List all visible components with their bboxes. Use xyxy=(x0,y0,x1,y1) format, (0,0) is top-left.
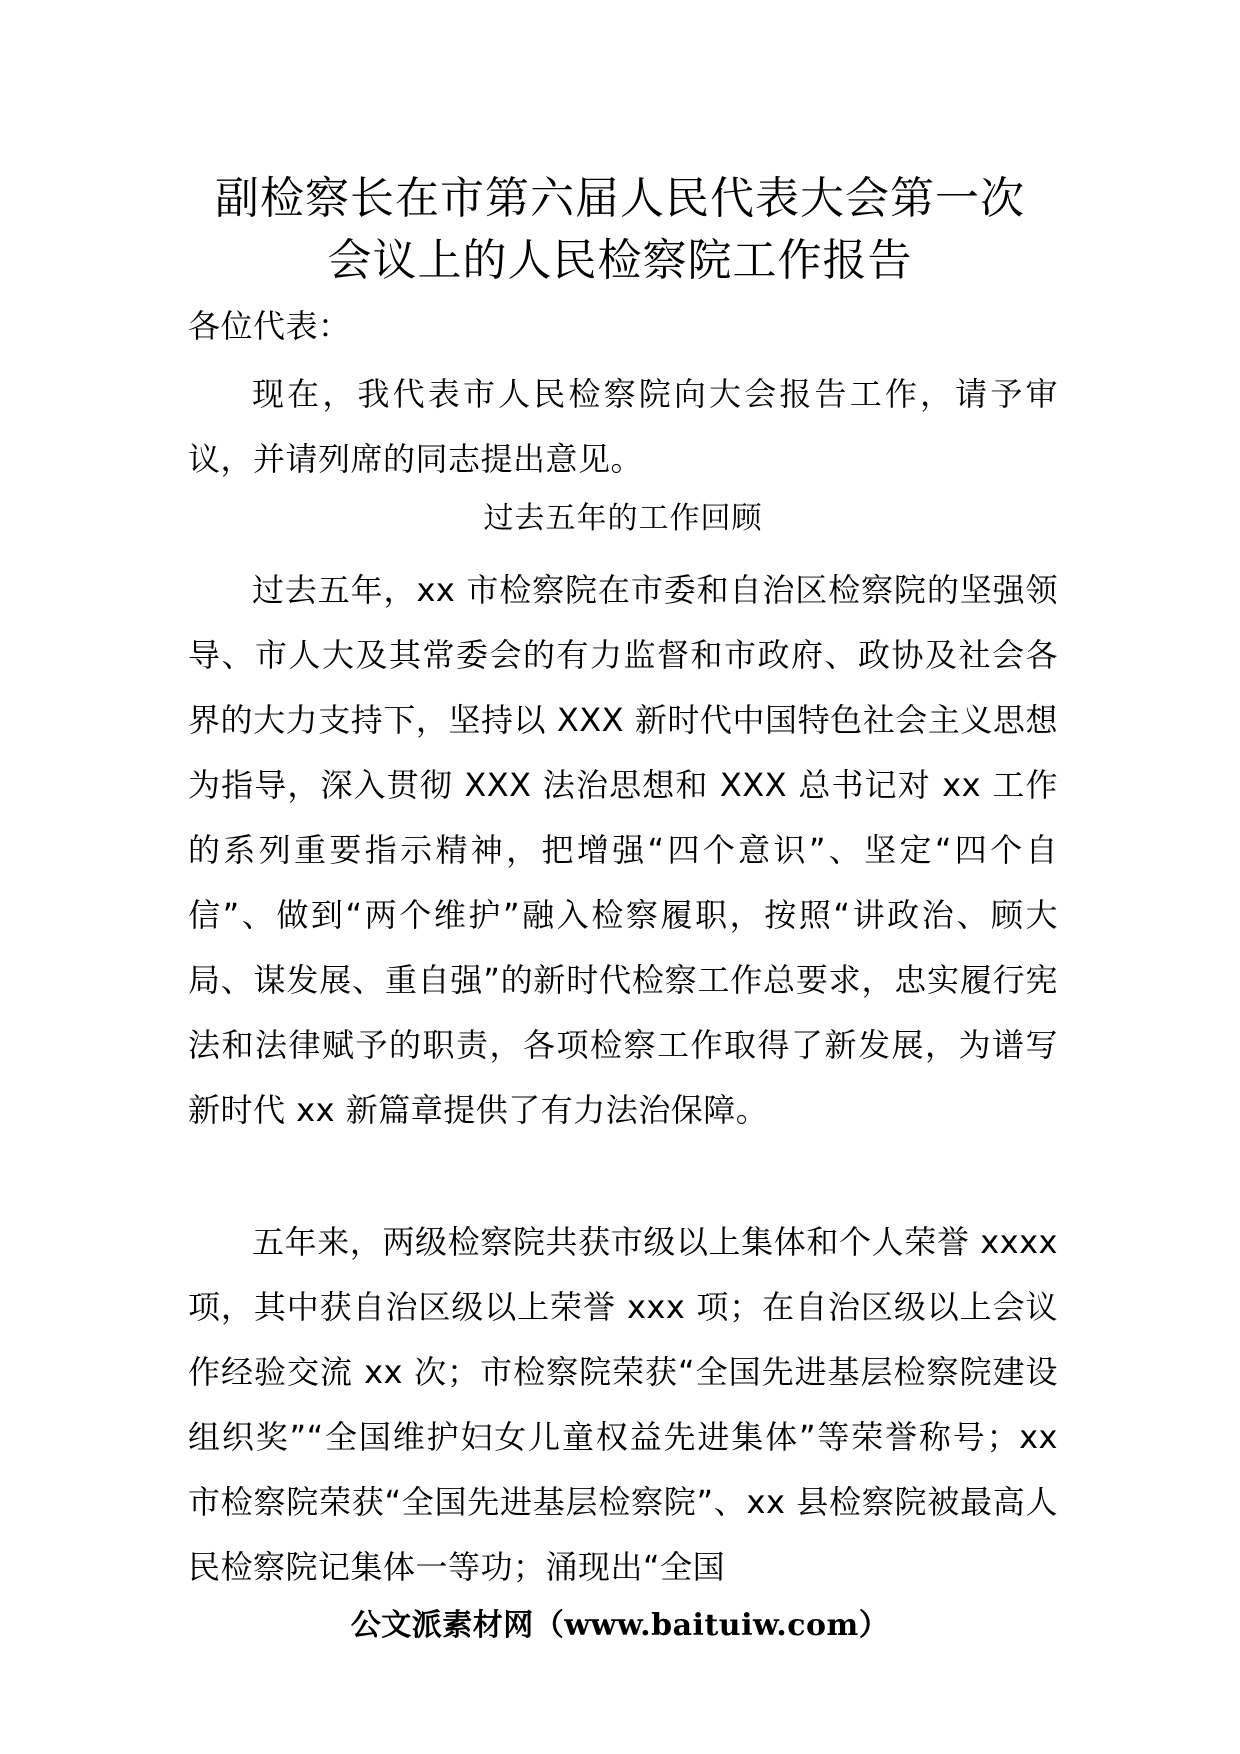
paragraph-honors: 五年来，两级检察院共获市级以上集体和个人荣誉 xxxx 项，其中获自治区级以上荣誉 xxx 项；在自治区级以上会议作经验交流 xx 次；市检察院荣获“全国先进基层检察院建设组织奖”“全国维护妇女儿童权益先进集体”等荣誉称号；xx 市检察院荣获“全国先进基层检察院”、xx 县检察院被最高人民检察院记集体一等功；涌现出“全国 xyxy=(188,1223,1058,1586)
paragraph-intro: 现在，我代表市人民检察院向大会报告工作，请予审议，并请列席的同志提出意见。 xyxy=(188,375,1058,478)
salutation: 各位代表： xyxy=(188,307,351,345)
document-title xyxy=(150,168,1090,292)
section-heading: 过去五年的工作回顾 xyxy=(483,501,763,536)
footer-watermark: 公文派素材网（www.baituiw.com） xyxy=(350,1608,890,1643)
title-line-2: 会议上的人民检察院工作报告 xyxy=(327,235,913,286)
title-line-1: 副检察长在市第六届人民代表大会第一次 xyxy=(215,173,1025,224)
paragraph-review: 过去五年，xx 市检察院在市委和自治区检察院的坚强领导、市人大及其常委会的有力监督和市政府、政协及社会各界的大力支持下，坚持以 XXX 新时代中国特色社会主义思想为指导，深入贯彻 XXX 法治思想和 XXX 总书记对 xx 工作的系列重要指示精神，把增强“四个意识”、坚定“四个自信”、做到“两个维护”融入检察履职，按照“讲政治、顾大局、谋发展、重自强”的新时代检察工作总要求，忠实履行宪法和法律赋予的职责，各项检察工作取得了新发展，为谱写新时代 xx 新篇章提供了有力法治保障。 xyxy=(188,571,1058,1129)
